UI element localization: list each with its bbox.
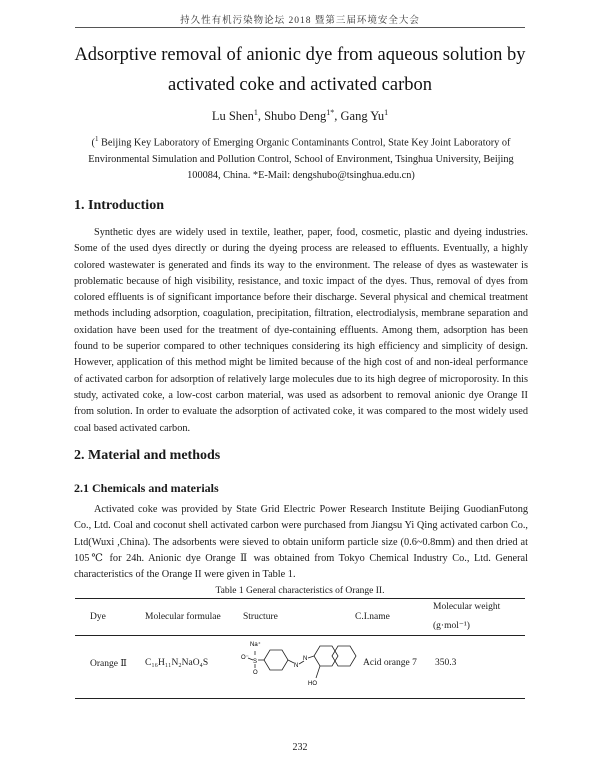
table-cell-dye: Orange Ⅱ: [90, 659, 127, 669]
title-line-2: activated coke and activated carbon: [168, 75, 432, 95]
structure-label-s: S: [253, 659, 258, 665]
header-rule: [75, 27, 525, 28]
table-header-ci-name: C.I.name: [355, 612, 390, 622]
affiliation: [74, 131, 528, 185]
structure-label-na: Na⁺: [250, 642, 261, 648]
structure-bond: [316, 666, 320, 678]
affiliation-mark: 1: [94, 135, 99, 143]
table-cell-formula: C₁₆H₁₁N₂NaO₄S: [145, 658, 209, 668]
subsection-heading-chemicals: 2.1 Chemicals and materials: [74, 481, 219, 495]
paper-title: [60, 40, 540, 100]
page-number: 232: [292, 742, 308, 753]
table-header-rule: [75, 635, 525, 636]
structure-label-o-minus: O⁻: [241, 655, 249, 661]
title-line-1: Adsorptive removal of anionic dye from aqueous solution by: [74, 45, 526, 65]
table-cell-mw: 350.3: [435, 658, 457, 668]
author-name: Shubo Deng: [264, 109, 327, 124]
affiliation-open-paren: (: [91, 137, 95, 149]
author-name: Lu Shen: [211, 109, 254, 124]
introduction-text: Synthetic dyes are widely used in textile, leather, paper, food, cosmetic, plastic and dyeing industries. Some of the used dyes directly or during the dyeing process are released to effluents. Eventually, a highly colored wastewater is generated and finds its way to the environment. The release of dyes as wastewater is problematic because of high visibility, resistance, and toxic impact of the dyes. Thus, removal of dyes from colored effluents is of significant importance before their discharge. Several physical and chemical treatment methods including adsorption, coagulation, precipitation, filtration, electrodialysis, membrane separation and oxidation have been used for the treatment of dye-containing effluents. Among them, adsorption has been found to be superior compared to other techniques considering its high efficiency and simplicity of design. However, application of this method might be limited because of the high cost of and non-ideal performance of activated carbon for adsorption of relatively large molecules due to its high degree of microporosity. In this study, activated coke, a low-cost carbon material, was used as adsorbent to removal anionic dye Orange II from solution. In order to evaluate the adsorption of activated coke, it was compared to the most widely used coal based activated carbon.: [74, 227, 528, 434]
author-name: Gang Yu: [340, 109, 385, 124]
author-affil-mark: 1: [253, 108, 258, 117]
structure-label-n1: N: [294, 663, 299, 669]
benzene-ring: [264, 650, 288, 670]
structure-label-ho: HO: [308, 681, 317, 687]
structure-bond: [308, 656, 314, 658]
structure-label-o: O: [253, 670, 258, 676]
table-header-mw-unit: (g·mol⁻¹): [433, 621, 470, 631]
chemicals-text: Activated coke was provided by State Grid Electric Power Research Institute Beijing GuodianFutong Co., Ltd. Coal and coconut shell activated carbon were purchased from Jiangsu Yi Qing activated carbon Co., Ltd(Wuxi ,China). The adsorbents were sieved to obtain uniform particle size (0.6~0.8mm) and then dried at 105℃ for 24h. Anionic dye Orange Ⅱ was obtained from Tokyo Chemical Industry Co., Ltd. General characteristics of the Orange II were given in Table 1.: [74, 504, 528, 581]
table-bottom-rule: [75, 698, 525, 699]
table-header-mw: Molecular weight: [433, 602, 501, 612]
affiliation-text: Beijing Key Laboratory of Emerging Organic Contaminants Control, State Key Joint Laboratory of Environmental Simulation and Pollution Control, School of Environment, Tsinghua University, Beijing 100084, China. *E-Mail: dengshubo@tsinghua.edu.cn): [88, 137, 514, 182]
naphthalene-ring-left: [314, 646, 338, 666]
structure-label-n2: N: [303, 656, 308, 662]
author-list: Lu Shen$^1$, Shubo Deng$^{1*}$, Gang Yu$^1$: [211, 108, 389, 124]
orange-ii-structure-diagram: [238, 638, 358, 698]
table-header-dye: Dye: [90, 612, 106, 622]
section-heading-methods: 2. Material and methods: [74, 448, 221, 463]
table-cell-ci-name: Acid orange 7: [363, 658, 417, 668]
table-header-formula: Molecular formulae: [145, 612, 221, 622]
author-affil-mark: 1*: [326, 108, 335, 117]
table-header-structure: Structure: [243, 612, 278, 622]
naphthalene-ring-right: [332, 646, 356, 666]
author-affil-mark: 1: [384, 108, 389, 117]
running-header: 持久性有机污染物论坛 2018 暨第三届环境安全大会: [180, 16, 420, 26]
chemicals-paragraph: [74, 502, 528, 583]
table-top-rule: [75, 598, 525, 599]
table-caption: Table 1 General characteristics of Orange II.: [215, 586, 385, 596]
section-heading-introduction: 1. Introduction: [74, 198, 164, 213]
introduction-paragraph: [74, 225, 528, 437]
